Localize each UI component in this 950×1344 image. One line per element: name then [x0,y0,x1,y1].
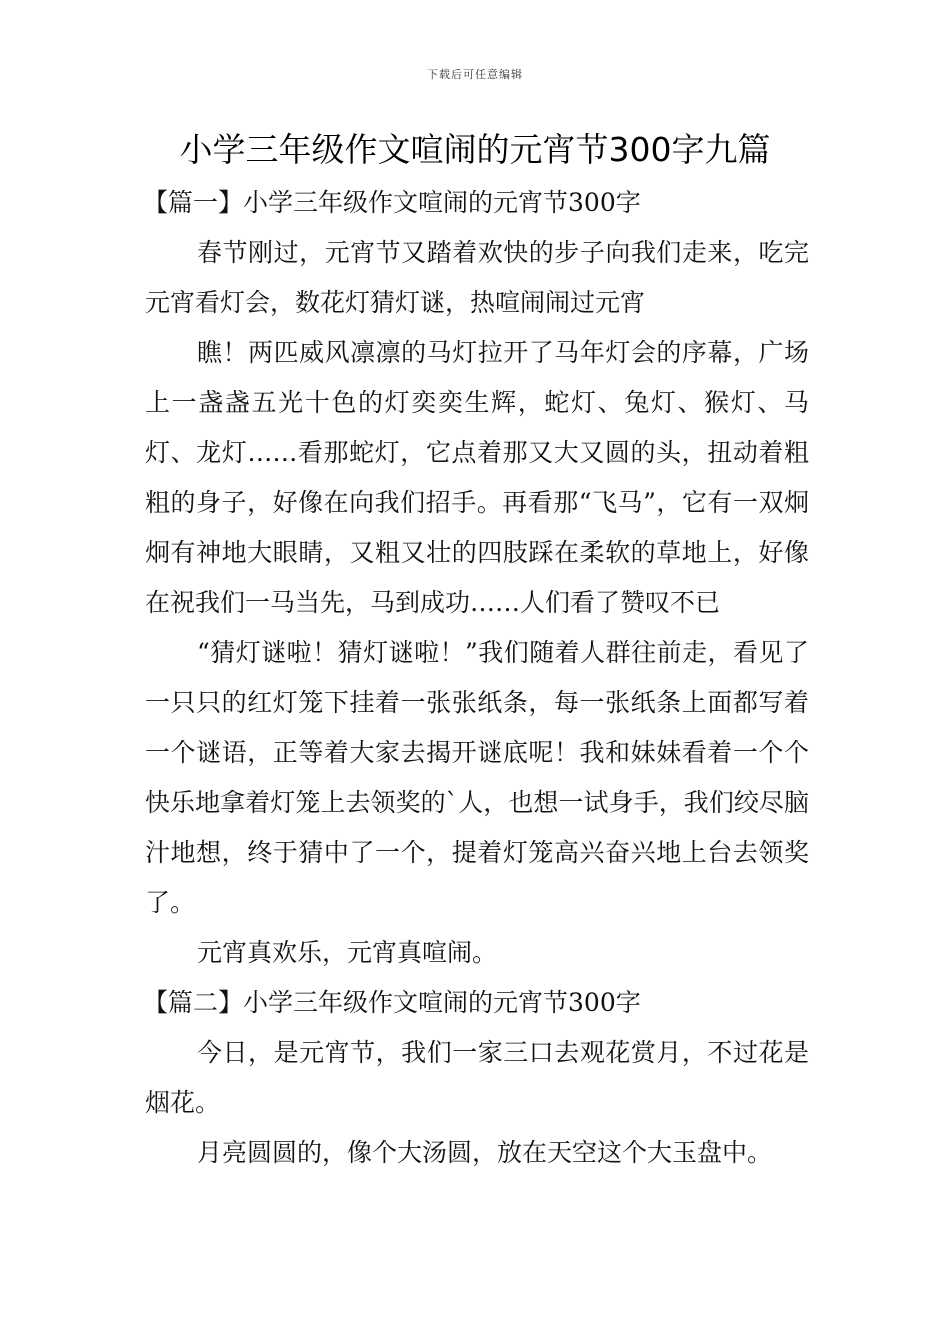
paragraph: 月亮圆圆的，像个大汤圆，放在天空这个大玉盘中。 [197,1138,773,1167]
paragraph: 今日，是元宵节，我们一家三口去观花赏月，不过花是烟花。 [145,1038,809,1117]
section-heading-1: 【篇一】小学三年级作文喧闹的元宵节300字 [143,188,641,217]
paragraph: 元宵真欢乐，元宵真喧闹。 [197,938,498,967]
document-body [145,178,809,1178]
document-title: 小学三年级作文喧闹的元宵节300字九篇 [179,130,771,169]
paragraph: 春节刚过，元宵节又踏着欢快的步子向我们走来，吃完元宵看灯会，数花灯猜灯谜，热喧闹闹过元宵 [145,238,809,317]
paragraph: 瞧！两匹威风凛凛的马灯拉开了马年灯会的序幕，广场上一盏盏五光十色的灯奕奕生辉，蛇灯、兔灯、猴灯、马灯、龙灯……看那蛇灯，它点着那又大又圆的头，扭动着粗粗的身子，好像在向我们招手。再看那“飞马”，它有一双炯炯有神地大眼睛，又粗又壮的四肢踩在柔软的草地上，好像在祝我们一马当先，马到成功……人们看了赞叹不已 [145,338,809,617]
page-header-note: 下载后可任意编辑 [427,68,523,81]
paragraph: “猜灯谜啦！猜灯谜啦！”我们随着人群往前走，看见了一只只的红灯笼下挂着一张张纸条，每一张纸条上面都写着一个谜语，正等着大家去揭开谜底呢！我和妹妹看着一个个快乐地拿着灯笼上去领奖的`人，也想一试身手，我们绞尽脑汁地想，终于猜中了一个，提着灯笼高兴奋兴地上台去领奖了。 [145,638,809,917]
section-heading-2: 【篇二】小学三年级作文喧闹的元宵节300字 [143,988,641,1017]
